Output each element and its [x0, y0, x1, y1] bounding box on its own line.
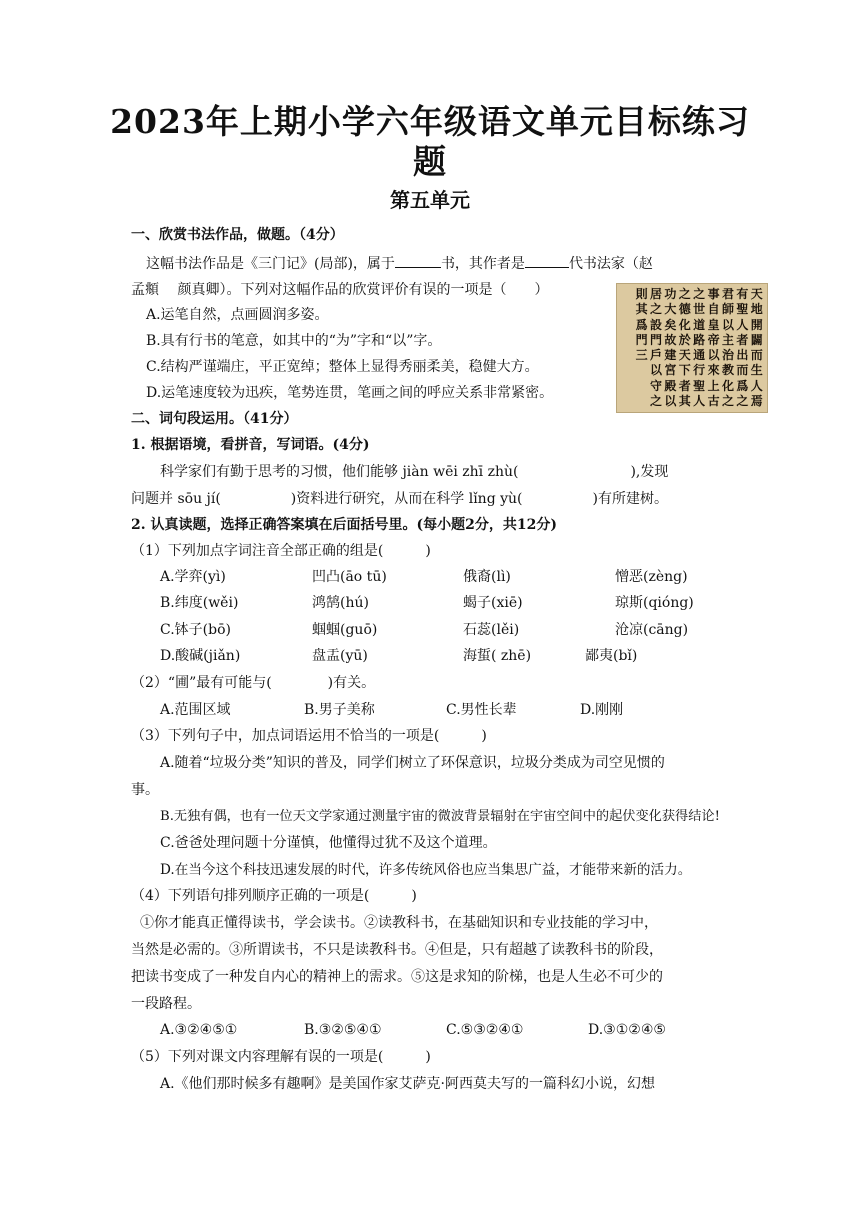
calligraphy-char: 守 [649, 378, 662, 393]
calligraphy-char: 師 [721, 302, 734, 317]
q2-3-opt-a-line1: A.随着“垃圾分类”知识的普及，同学们树立了环保意识，垃圾分类成为司空见惯的 [160, 755, 665, 771]
calligraphy-char: 道 [693, 317, 706, 332]
calligraphy-char: 之 [678, 287, 691, 301]
q2-1-row-a-c4: 憎恶(zèng) [615, 569, 688, 585]
blank-dynasty[interactable] [525, 253, 569, 268]
calligraphy-char [620, 394, 634, 409]
q2-1-row-a-c2: 凹凸(āo tū) [312, 569, 387, 585]
q2-2-opt-b: B.男子美称 [304, 702, 375, 718]
q2-4-opt-d: D.③①②④⑤ [588, 1022, 666, 1038]
calligraphy-char: 以 [721, 317, 734, 332]
calligraphy-char: 教 [721, 363, 734, 378]
calligraphy-char: 以 [664, 393, 677, 408]
q1-line2: 问题并 sōu jí( )资料进行研究，从而在科学 lǐng yù( )有所建树。 [131, 491, 668, 507]
s1-option-b: B.具有行书的笔意，如其中的“为”字和“以”字。 [146, 333, 442, 349]
q2-1-row-b-c4: 琼斯(qióng) [615, 595, 694, 611]
q2-3-opt-a-line2: 事。 [131, 782, 159, 798]
calligraphy-char: 者 [736, 332, 749, 347]
q2-1-row-d-c2: 盘盂(yū) [312, 648, 368, 664]
q2-1-row-c-c1: C.钵子(bō) [160, 622, 231, 638]
q2-1-stem: （1）下列加点字词注音全部正确的组是( ) [131, 543, 431, 559]
calligraphy-char: 聖 [736, 302, 749, 317]
calligraphy-char [620, 379, 634, 394]
calligraphy-char [634, 379, 648, 394]
calligraphy-char: 爲 [635, 317, 648, 332]
calligraphy-char: 事 [707, 287, 720, 301]
blank-font-type[interactable] [395, 253, 441, 268]
unit-subtitle: 第五单元 [390, 188, 470, 212]
q2-1-row-c-c4: 沧凉(cāng) [615, 622, 689, 638]
calligraphy-char: 其 [678, 393, 691, 408]
calligraphy-char: 設 [649, 317, 662, 332]
q2-4-passage-line1: ①你才能真正懂得读书，学会读书。②读教科书，在基础知识和专业技能的学习中， [140, 915, 658, 931]
calligraphy-char: 之 [649, 393, 662, 408]
calligraphy-char: 聖 [693, 378, 706, 393]
calligraphy-char: 功 [664, 287, 677, 301]
calligraphy-char: 而 [750, 348, 763, 362]
calligraphy-char: 世 [693, 302, 706, 317]
calligraphy-char: 以 [649, 363, 662, 378]
calligraphy-char: 主 [721, 332, 734, 347]
q2-3-opt-b: B.无独有偶，也有一位天文学家通过测量宇宙的微波背景辐射在宇宙空间中的起伏变化获得结论! [160, 809, 720, 824]
calligraphy-char: 開 [750, 317, 763, 332]
calligraphy-char: 化 [721, 378, 734, 393]
q2-1-row-a-c3: 俄裔(lì) [463, 569, 511, 585]
calligraphy-char: 故 [664, 332, 677, 347]
calligraphy-char: 其 [635, 302, 648, 317]
s1-question-line1 [146, 253, 653, 274]
calligraphy-char [634, 394, 648, 409]
section2-heading: 二、词句段运用。（41分） [131, 411, 298, 427]
calligraphy-char: 以 [707, 348, 720, 362]
calligraphy-char: 之 [721, 393, 734, 408]
q2-1-row-b-c2: 鸿鹄(hú) [312, 595, 369, 611]
calligraphy-char: 人 [693, 393, 706, 408]
calligraphy-char: 生 [750, 363, 763, 378]
calligraphy-char: 皇 [707, 317, 720, 332]
q2-5-opt-a: A.《他们那时候多有趣啊》是美国作家艾萨克·阿西莫夫写的一篇科幻小说，幻想 [160, 1076, 656, 1092]
q2-3-opt-d: D.在当今这个科技迅速发展的时代，许多传统风俗也应当集思广益，才能带来新的活力。 [160, 862, 692, 878]
calligraphy-char: 者 [678, 378, 691, 393]
calligraphy-char: 之 [736, 393, 749, 408]
s1-option-c: C.结构严谨端庄，平正宽绰；整体上显得秀丽柔美，稳健大方。 [146, 359, 539, 375]
calligraphy-char: 下 [678, 363, 691, 378]
calligraphy-char: 三 [635, 348, 648, 362]
calligraphy-char: 於 [678, 332, 691, 347]
calligraphy-char [620, 302, 634, 317]
page-title: 2023年上期小学六年级语文单元目标练习题 [110, 102, 750, 181]
q1-heading: 1. 根据语境，看拼音，写词语。(4分) [131, 437, 370, 453]
q2-3-stem: （3）下列句子中，加点词语运用不恰当的一项是( ) [131, 728, 487, 744]
q2-4-passage-line4: 一段路程。 [131, 996, 201, 1012]
calligraphy-char: 來 [707, 363, 720, 378]
s1-option-a: A.运笔自然，点画圆润多姿。 [146, 307, 329, 323]
calligraphy-char: 天 [750, 287, 763, 301]
calligraphy-char: 古 [707, 393, 720, 408]
calligraphy-char: 人 [736, 317, 749, 332]
q2-1-row-d-c4: 鄙夷(bǐ) [585, 648, 638, 664]
q2-4-opt-b: B.③②⑤④① [304, 1022, 382, 1038]
calligraphy-char: 居 [649, 287, 662, 301]
q2-heading: 2. 认真读题，选择正确答案填在后面括号里。(每小题2分，共12分) [131, 517, 557, 533]
s1-line1c: 代书法家（赵 [568, 256, 653, 272]
calligraphy-char: 闢 [750, 332, 763, 347]
q2-3-opt-c: C.爸爸处理问题十分谨慎，他懂得过犹不及这个道理。 [160, 835, 497, 851]
calligraphy-char [620, 348, 634, 363]
calligraphy-char: 地 [750, 302, 763, 317]
q2-2-opt-c: C.男性长辈 [446, 702, 517, 718]
q2-1-row-c-c3: 石蕊(lěi) [463, 622, 520, 638]
calligraphy-char: 君 [721, 287, 734, 301]
s1-line1a: 这幅书法作品是《三门记》(局部)，属于 [146, 256, 395, 272]
calligraphy-char: 而 [736, 363, 749, 378]
calligraphy-char: 之 [649, 302, 662, 317]
calligraphy-char: 大 [664, 302, 677, 317]
calligraphy-char: 戶 [649, 348, 662, 362]
calligraphy-char: 出 [736, 348, 749, 362]
q2-1-row-b-c3: 蝎子(xiē) [463, 595, 523, 611]
calligraphy-char: 矣 [664, 317, 677, 332]
calligraphy-char: 爲 [736, 378, 749, 393]
section1-heading: 一、欣赏书法作品，做题。（4分） [131, 227, 344, 243]
q2-4-passage-line3: 把读书变成了一种发自内心的精神上的需求。⑤这是求知的阶梯，也是人生必不可少的 [131, 969, 663, 985]
calligraphy-char: 行 [693, 363, 706, 378]
s1-question-line2: 孟頫 颜真卿）。下列对这幅作品的欣赏评价有误的一项是（ ） [131, 282, 549, 298]
calligraphy-char: 之 [693, 287, 706, 301]
calligraphy-char: 人 [750, 378, 763, 393]
s1-option-d: D.运笔速度较为迅疾，笔势连贯，笔画之间的呼应关系非常紧密。 [146, 385, 554, 401]
q2-1-row-d-c3: 海蜇( zhē) [463, 648, 532, 664]
calligraphy-char [620, 287, 634, 302]
calligraphy-char: 德 [678, 302, 691, 317]
calligraphy-char: 化 [678, 317, 691, 332]
calligraphy-char: 焉 [750, 393, 763, 408]
q2-4-stem: （4）下列语句排列顺序正确的一项是( ) [131, 888, 417, 904]
calligraphy-char: 宮 [664, 363, 677, 378]
calligraphy-image [616, 283, 768, 413]
calligraphy-char: 自 [707, 302, 720, 317]
s1-line1b: 书，其作者是 [440, 256, 525, 272]
calligraphy-char [620, 333, 634, 348]
calligraphy-char: 殿 [664, 378, 677, 393]
calligraphy-char [620, 363, 634, 378]
q2-4-opt-c: C.⑤③②④① [446, 1022, 524, 1038]
calligraphy-char: 門 [649, 332, 662, 347]
calligraphy-char: 天 [678, 348, 691, 362]
calligraphy-char: 通 [693, 348, 706, 362]
calligraphy-char [634, 363, 648, 378]
calligraphy-char: 帝 [707, 332, 720, 347]
calligraphy-char: 治 [721, 348, 734, 362]
q2-5-stem: （5）下列对课文内容理解有误的一项是( ) [131, 1049, 431, 1065]
q2-2-stem: （2）“圃”最有可能与( )有关。 [131, 675, 376, 691]
q2-4-opt-a: A.③②④⑤① [160, 1022, 238, 1038]
calligraphy-char [620, 318, 634, 333]
q2-2-opt-a: A.范围区域 [160, 702, 231, 718]
q2-2-opt-d: D.刚刚 [580, 702, 624, 718]
q1-line1: 科学家们有勤于思考的习惯，他们能够 jiàn wēi zhī zhù( ),发现 [160, 464, 669, 480]
calligraphy-char: 則 [635, 287, 648, 301]
calligraphy-char: 上 [707, 378, 720, 393]
q2-1-row-a-c1: A.学弈(yì) [160, 569, 226, 585]
calligraphy-characters [620, 287, 764, 409]
calligraphy-char: 有 [736, 287, 749, 301]
calligraphy-char: 路 [693, 332, 706, 347]
calligraphy-char: 建 [664, 348, 677, 362]
q2-4-passage-line2: 当然是必需的。③所谓读书，不只是读教科书。④但是，只有超越了读教科书的阶段， [131, 942, 663, 958]
q2-1-row-b-c1: B.纬度(wěi) [160, 595, 239, 611]
calligraphy-char: 門 [635, 332, 648, 347]
q2-1-row-d-c1: D.酸碱(jiǎn) [160, 648, 241, 664]
q2-1-row-c-c2: 蝈蝈(guō) [312, 622, 378, 638]
